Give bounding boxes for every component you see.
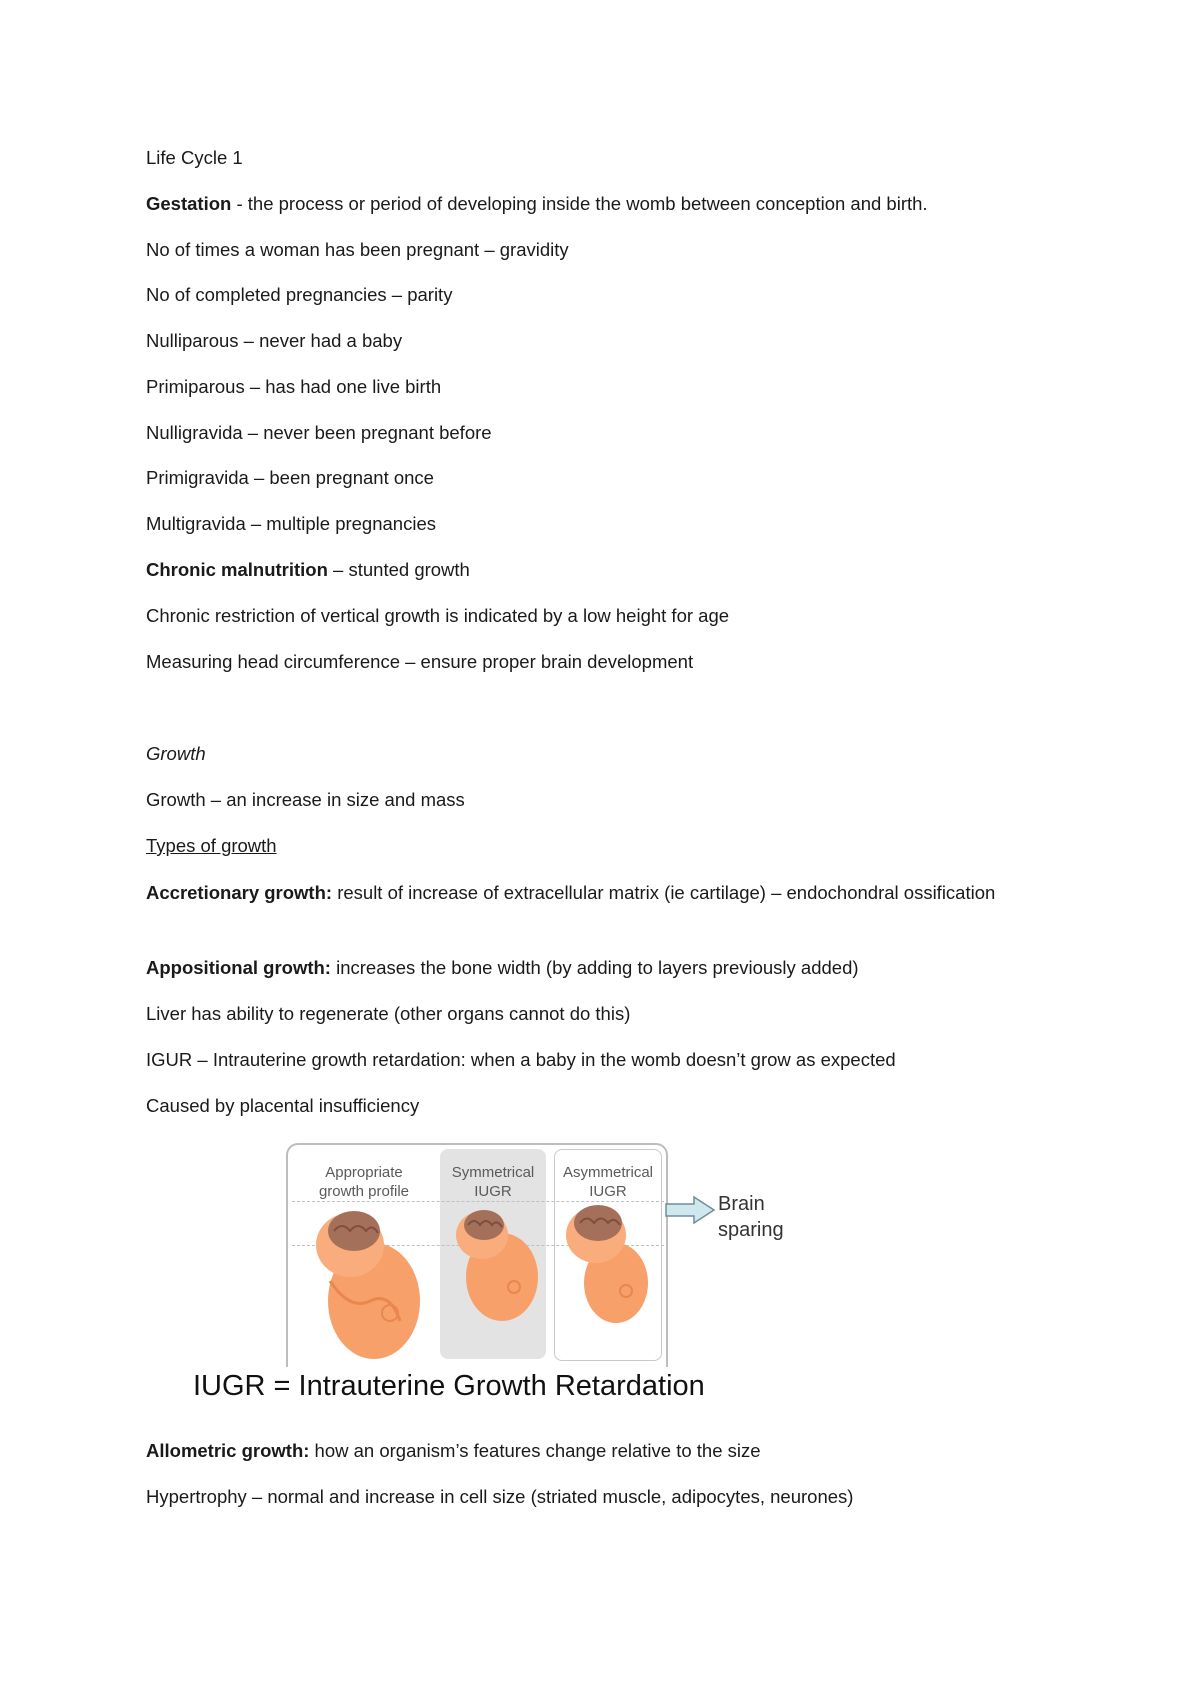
- label-line: Symmetrical: [451, 1164, 535, 1181]
- brain-sparing-label: [718, 1191, 784, 1243]
- gestation-definition: - the process or period of developing inside the womb between conception and birth.: [231, 193, 928, 214]
- brain-label-line: Brain: [718, 1193, 765, 1215]
- allometric-term: Allometric growth:: [146, 1440, 310, 1461]
- chronic-malnutrition-line: [146, 558, 470, 582]
- figure-caption: IUGR = Intrauterine Growth Retardation: [193, 1370, 705, 1402]
- brain-label-line: sparing: [718, 1219, 784, 1241]
- appropriate-growth-label: [294, 1163, 434, 1201]
- multigravida-line: Multigravida – multiple pregnancies: [146, 513, 436, 534]
- symmetrical-iugr-label: [440, 1163, 546, 1201]
- label-line: Asymmetrical: [562, 1164, 653, 1181]
- parity-line: No of completed pregnancies – parity: [146, 284, 453, 305]
- hypertrophy-line: Hypertrophy – normal and increase in cell size (striated muscle, adipocytes, neurones): [146, 1486, 854, 1507]
- gravidity-line: No of times a woman has been pregnant – gravidity: [146, 239, 569, 260]
- primiparous-line: Primiparous – has had one live birth: [146, 376, 442, 397]
- doc-title: Life Cycle 1: [146, 147, 243, 168]
- growth-definition-line: Growth – an increase in size and mass: [146, 789, 465, 810]
- iugr-figure: [286, 1143, 806, 1408]
- gestation-term: Gestation: [146, 193, 232, 214]
- accretionary-term: Accretionary growth:: [146, 882, 333, 903]
- growth-heading: Growth: [146, 743, 206, 764]
- placental-line: Caused by placental insufficiency: [146, 1095, 420, 1116]
- appositional-growth-line: [146, 956, 859, 980]
- fetus-appropriate-illustration: [310, 1201, 422, 1361]
- figure-frame: [286, 1143, 668, 1367]
- allometric-growth-line: [146, 1439, 761, 1463]
- liver-line: Liver has ability to regenerate (other organs cannot do this): [146, 1003, 631, 1024]
- appositional-term: Appositional growth:: [146, 957, 331, 978]
- chronic-definition: – stunted growth: [327, 559, 470, 580]
- brain-sparing-arrow-icon: [664, 1195, 716, 1225]
- nulliparous-line: Nulliparous – never had a baby: [146, 330, 403, 351]
- appositional-definition: increases the bone width (by adding to layers previously added): [330, 957, 859, 978]
- types-of-growth-heading: Types of growth: [146, 835, 277, 856]
- allometric-definition: how an organism’s features change relative to the size: [309, 1440, 761, 1461]
- gestation-line: [146, 192, 928, 216]
- nulligravida-line: Nulligravida – never been pregnant before: [146, 422, 492, 443]
- label-line: IUGR: [474, 1183, 512, 1200]
- accretionary-growth-paragraph: [146, 877, 1006, 908]
- head-circumference-line: Measuring head circumference – ensure proper brain development: [146, 651, 694, 672]
- accretionary-definition: result of increase of extracellular matrix (ie cartilage) – endochondral ossification: [332, 882, 996, 903]
- fetus-asymmetrical-illustration: [560, 1201, 656, 1327]
- label-line: Appropriate: [325, 1164, 403, 1181]
- asymmetrical-iugr-label: [554, 1163, 662, 1201]
- label-line: growth profile: [318, 1183, 410, 1200]
- chronic-term: Chronic malnutrition: [146, 559, 328, 580]
- label-line: IUGR: [589, 1183, 627, 1200]
- igur-line: IGUR – Intrauterine growth retardation: when a baby in the womb doesn’t grow as expected: [146, 1049, 896, 1070]
- primigravida-line: Primigravida – been pregnant once: [146, 467, 434, 488]
- vertical-growth-line: Chronic restriction of vertical growth is indicated by a low height for age: [146, 605, 730, 626]
- fetus-symmetrical-illustration: [450, 1201, 540, 1323]
